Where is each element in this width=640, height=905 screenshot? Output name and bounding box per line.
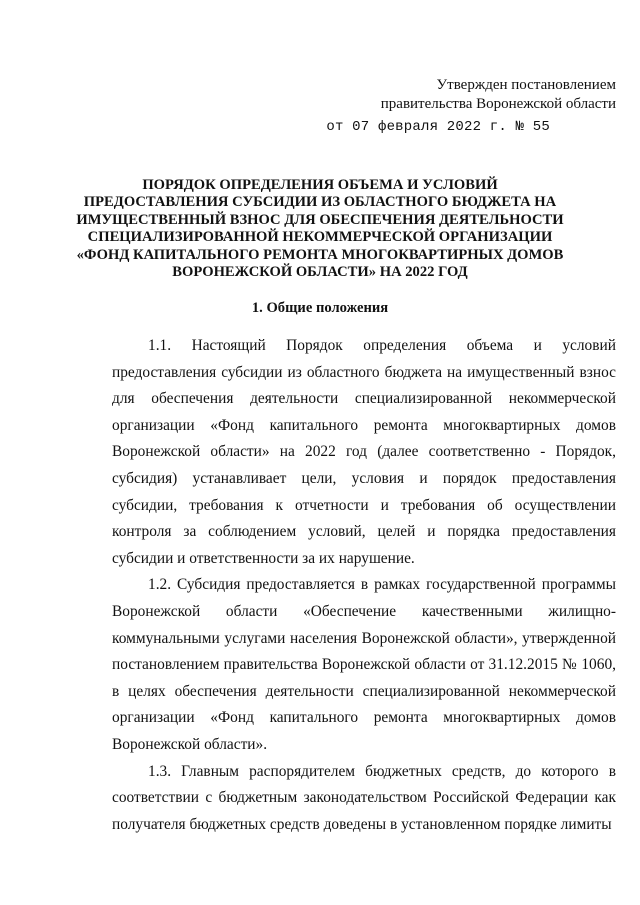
approval-line-1: Утвержден постановлением <box>436 77 616 93</box>
section-heading: 1. Общие положения <box>251 300 389 316</box>
approval-stamp <box>326 76 616 137</box>
approval-line-2: правительства Воронежской области <box>380 96 616 112</box>
document-body <box>112 333 616 838</box>
document-title: ПОРЯДОК ОПРЕДЕЛЕНИЯ ОБЪЕМА И УСЛОВИЙ ПРЕДОСТАВЛЕНИЯ СУБСИДИИ ИЗ ОБЛАСТНОГО БЮДЖЕТА НА ИМУЩЕСТВЕННЫЙ ВЗНОС ДЛЯ ОБЕСПЕЧЕНИЯ ДЕЯТЕЛЬНОСТИ СПЕЦИАЛИЗИРОВАННОЙ НЕКОММЕРЧЕСКОЙ ОРГАНИЗАЦИИ «ФОНД КАПИТАЛЬНОГО РЕМОНТА МНОГОКВАРТИРНЫХ ДОМОВ ВОРОНЕЖСКОЙ ОБЛАСТИ» НА 2022 ГОД <box>76 177 564 281</box>
approval-date-line: от 07 февраля 2022 г. № 55 <box>326 119 550 135</box>
paragraph-1-3: 1.3. Главным распорядителем бюджетных средств, до которого в соответствии с бюджетным законодательством Российской Федерации как получателя бюджетных средств доведены в установленном порядке лимиты <box>112 762 616 833</box>
paragraph-1-2: 1.2. Субсидия предоставляется в рамках государственной программы Воронежской области «Обеспечение качественными жилищно-коммунальными услугами населения Воронежской области», утвержденной постановлением правительства Воронежской области от 31.12.2015 № 1060, в целях обеспечения деятельности специализированной некоммерческой организации «Фонд капитального ремонта многоквартирных домов Воронежской области». <box>112 576 616 753</box>
paragraph-1-1: 1.1. Настоящий Порядок определения объема и условий предоставления субсидии из областного бюджета на имущественный взнос для обеспечения деятельности специализированной некоммерческой организации «Фонд капитального ремонта многоквартирных домов Воронежской области» на 2022 год (далее соответственно - Порядок, субсидия) устанавливает цели, условия и порядок предоставления субсидии, требования к отчетности и требования об осуществлении контроля за соблюдением условий, целей и порядка предоставления субсидии и ответственности за их нарушение. <box>112 337 616 567</box>
